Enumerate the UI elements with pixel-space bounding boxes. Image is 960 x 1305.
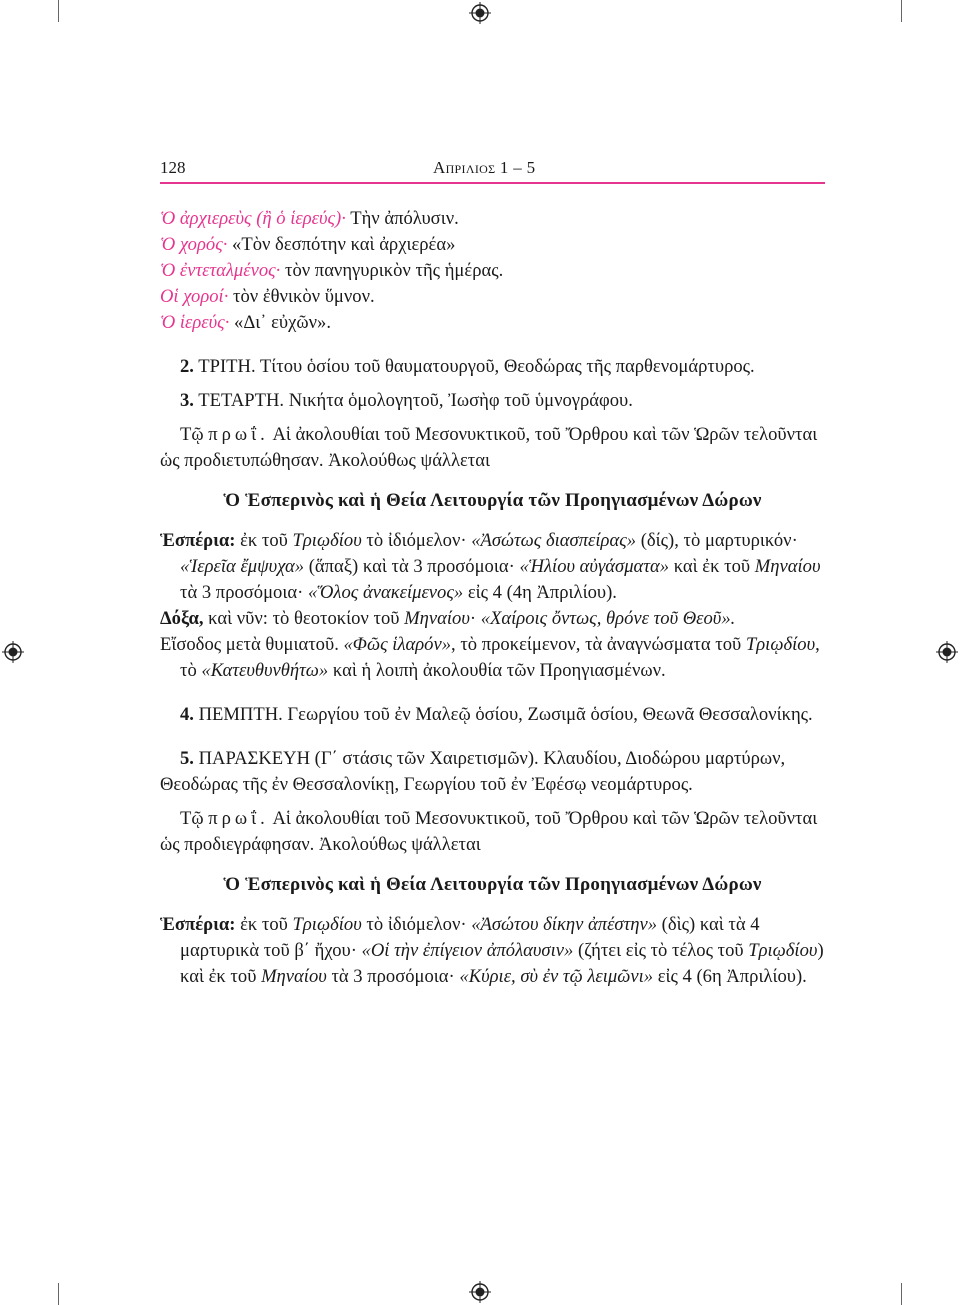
- rubric-line: [160, 284, 825, 310]
- morning-text: Αἱ ἀκολουθίαι τοῦ Μεσονυκτικοῦ, τοῦ Ὄρθρου καὶ τῶν Ὡρῶν τελοῦνται ὡς προδιεγράφησαν. Ἀκολούθως ψάλλεται: [160, 808, 818, 855]
- morning-text: Αἱ ἀκολουθίαι τοῦ Μεσονυκτικοῦ, τοῦ Ὄρθρου καὶ τῶν Ὡρῶν τελοῦνται ὡς προδιετυπώθησαν. Ἀκολούθως ψάλλεται: [160, 424, 818, 471]
- text-run: τὰ 3 προσόμοια·: [326, 966, 460, 987]
- italic-run: «Χαίροις ὄντως, θρόνε τοῦ Θεοῦ».: [480, 608, 736, 629]
- rubric-line: [160, 310, 825, 336]
- italic-run: «Οἱ τὴν ἐπίγειον ἀπόλαυσιν»: [361, 940, 574, 961]
- rubric-line: [160, 206, 825, 232]
- day-entry-wednesday: [160, 388, 825, 414]
- text-run: (δὶς) καὶ τὰ 4 μαρτυρικὰ τοῦ β΄ ἤχου·: [180, 914, 760, 961]
- rubric-text: Τὴν ἀπόλυσιν.: [345, 208, 459, 229]
- rubric-text: τὸν πανηγυρικὸν τῆς ἡμέρας.: [280, 260, 504, 281]
- day-entry-friday: [160, 746, 825, 798]
- crop-mark-bottom-right: [901, 1283, 902, 1305]
- day-entry-thursday: [160, 702, 825, 728]
- page-header: [160, 158, 825, 182]
- role-label: Ὁ ἀρχιερεὺς (ἢ ὁ ἱερεύς)·: [160, 208, 346, 229]
- doxa-paragraph: [160, 606, 825, 632]
- role-label: Οἱ χοροί·: [160, 286, 229, 307]
- italic-run: Μηναίου: [754, 556, 821, 577]
- text-run: ) καὶ ἐκ τοῦ: [180, 940, 824, 987]
- day-number: 4.: [180, 704, 194, 725]
- running-title: Απριλιος 1 – 5: [433, 158, 536, 177]
- text-run: (δίς), τὸ μαρτυρικόν·: [636, 530, 798, 551]
- header-rule: [160, 182, 825, 184]
- rubric-text: «Τὸν δεσπότην καὶ ἀρχιερέα»: [227, 234, 456, 255]
- day-number: 5.: [180, 748, 194, 769]
- text-run: τὸ ἰδιόμελον·: [361, 914, 472, 935]
- role-label: Ὁ χορός·: [160, 234, 228, 255]
- page-body: [160, 206, 825, 990]
- text-run: Εἴσοδος μετὰ θυμιατοῦ.: [160, 634, 344, 655]
- registration-mark-icon: [936, 641, 958, 663]
- italic-run: «Ἀσώτως διασπείρας»: [471, 530, 637, 551]
- text-run: τὸ ἰδιόμελον·: [361, 530, 472, 551]
- morning-spaced: πρωΐ.: [208, 424, 269, 445]
- morning-lead: Τῷ: [180, 808, 204, 829]
- italic-run: «Φῶς ἱλαρόν»: [343, 634, 452, 655]
- crop-mark-top-left: [58, 0, 59, 22]
- italic-run: Τριῳδίου: [292, 530, 362, 551]
- italic-run: «Ἀσώτου δίκην ἀπέστην»: [471, 914, 658, 935]
- day-text: ΠΕΜΠΤΗ. Γεωργίου τοῦ ἐν Μαλεῷ ὁσίου, Ζωσιμᾶ ὁσίου, Θεωνᾶ Θεσσαλονίκης.: [193, 704, 813, 725]
- crop-mark-top-right: [901, 0, 902, 22]
- rubric-text: τὸν ἐθνικὸν ὕμνον.: [228, 286, 375, 307]
- crop-mark-bottom-left: [58, 1283, 59, 1305]
- rubric-line: [160, 232, 825, 258]
- vespers-paragraph: [160, 528, 825, 606]
- text-run: ἐκ τοῦ: [235, 530, 293, 551]
- role-label: Ὁ ἱερεύς·: [160, 312, 230, 333]
- text-run: τὰ 3 προσόμοια·: [180, 582, 308, 603]
- doxa-label: Δόξα,: [160, 608, 204, 629]
- text-run: , τὸ: [180, 634, 820, 681]
- day-text: ΤΕΤΑΡΤΗ. Νικήτα ὁμολογητοῦ, Ἰωσὴφ τοῦ ὑμνογράφου.: [193, 390, 633, 411]
- italic-run: Μηναίου: [404, 608, 470, 629]
- day-text: ΤΡΙΤΗ. Τίτου ὁσίου τοῦ θαυματουργοῦ, Θεοδώρας τῆς παρθενομάρτυρος.: [193, 356, 755, 377]
- section-heading: Ὁ Ἑσπερινὸς καὶ ἡ Θεία Λειτουργία τῶν Προηγιασμένων Δώρων: [223, 874, 762, 895]
- registration-mark-icon: [469, 2, 491, 24]
- vespers-paragraph: [160, 912, 825, 990]
- role-label: Ὁ ἐντεταλμένος·: [160, 260, 281, 281]
- page-number: 128: [160, 158, 186, 177]
- morning-note: [160, 806, 825, 858]
- text-run: καὶ νῦν: τὸ θεοτοκίον τοῦ: [203, 608, 405, 629]
- italic-run: «Ἡλίου αὐγάσματα»: [519, 556, 670, 577]
- italic-run: Μηναίου: [261, 966, 327, 987]
- day-text: ΠΑΡΑΣΚΕΥΗ (Γ΄ στάσις τῶν Χαιρετισμῶν). Κλαυδίου, Διοδώρου μαρτύρων, Θεοδώρας τῆς ἐν Θεσσαλονίκῃ, Γεωργίου τοῦ ἐν Ἐφέσῳ νεομάρτυρος.: [160, 748, 786, 795]
- morning-spaced: πρωΐ.: [208, 808, 269, 829]
- italic-run: «Ὅλος ἀνακείμενος»: [307, 582, 464, 603]
- text-run: (ἅπαξ) καὶ τὰ 3 προσόμοια·: [304, 556, 520, 577]
- text-run: ·: [469, 608, 481, 629]
- italic-run: Τριῳδίου: [748, 940, 818, 961]
- italic-run: Τριῳδίου: [745, 634, 816, 655]
- text-run: , τὸ προκείμενον, τὰ ἀναγνώσματα τοῦ: [451, 634, 746, 655]
- text-run: (ζήτει εἰς τὸ τέλος τοῦ: [573, 940, 749, 961]
- morning-note: [160, 422, 825, 474]
- text-run: ἐκ τοῦ: [235, 914, 293, 935]
- morning-lead: Τῷ: [180, 424, 204, 445]
- registration-mark-icon: [469, 1281, 491, 1303]
- text-run: καὶ ἡ λοιπὴ ἀκολουθία τῶν Προηγιασμένων.: [328, 660, 666, 681]
- rubric-line: [160, 258, 825, 284]
- italic-run: «Κύριε, σὺ ἐν τῷ λειμῶνι»: [459, 966, 654, 987]
- italic-run: «Ἱερεῖα ἔμψυχα»: [180, 556, 305, 577]
- day-number: 2.: [180, 356, 194, 377]
- vespers-label: Ἑσπέρια:: [160, 530, 236, 551]
- registration-mark-icon: [2, 641, 24, 663]
- entrance-paragraph: [160, 632, 825, 684]
- day-number: 3.: [180, 390, 194, 411]
- section-heading: Ὁ Ἑσπερινὸς καὶ ἡ Θεία Λειτουργία τῶν Προηγιασμένων Δώρων: [223, 490, 762, 511]
- text-run: εἰς 4 (4η Ἀπριλίου).: [463, 582, 617, 603]
- italic-run: «Κατευθυνθήτω»: [201, 660, 329, 681]
- vespers-label: Ἑσπέρια:: [160, 914, 236, 935]
- italic-run: Τριῳδίου: [292, 914, 362, 935]
- rubric-text: «Δι᾿ εὐχῶν».: [229, 312, 331, 333]
- text-run: εἰς 4 (6η Ἀπριλίου).: [653, 966, 807, 987]
- dismissal-section: [160, 206, 825, 336]
- text-run: καὶ ἐκ τοῦ: [669, 556, 755, 577]
- day-entry-tuesday: [160, 354, 825, 380]
